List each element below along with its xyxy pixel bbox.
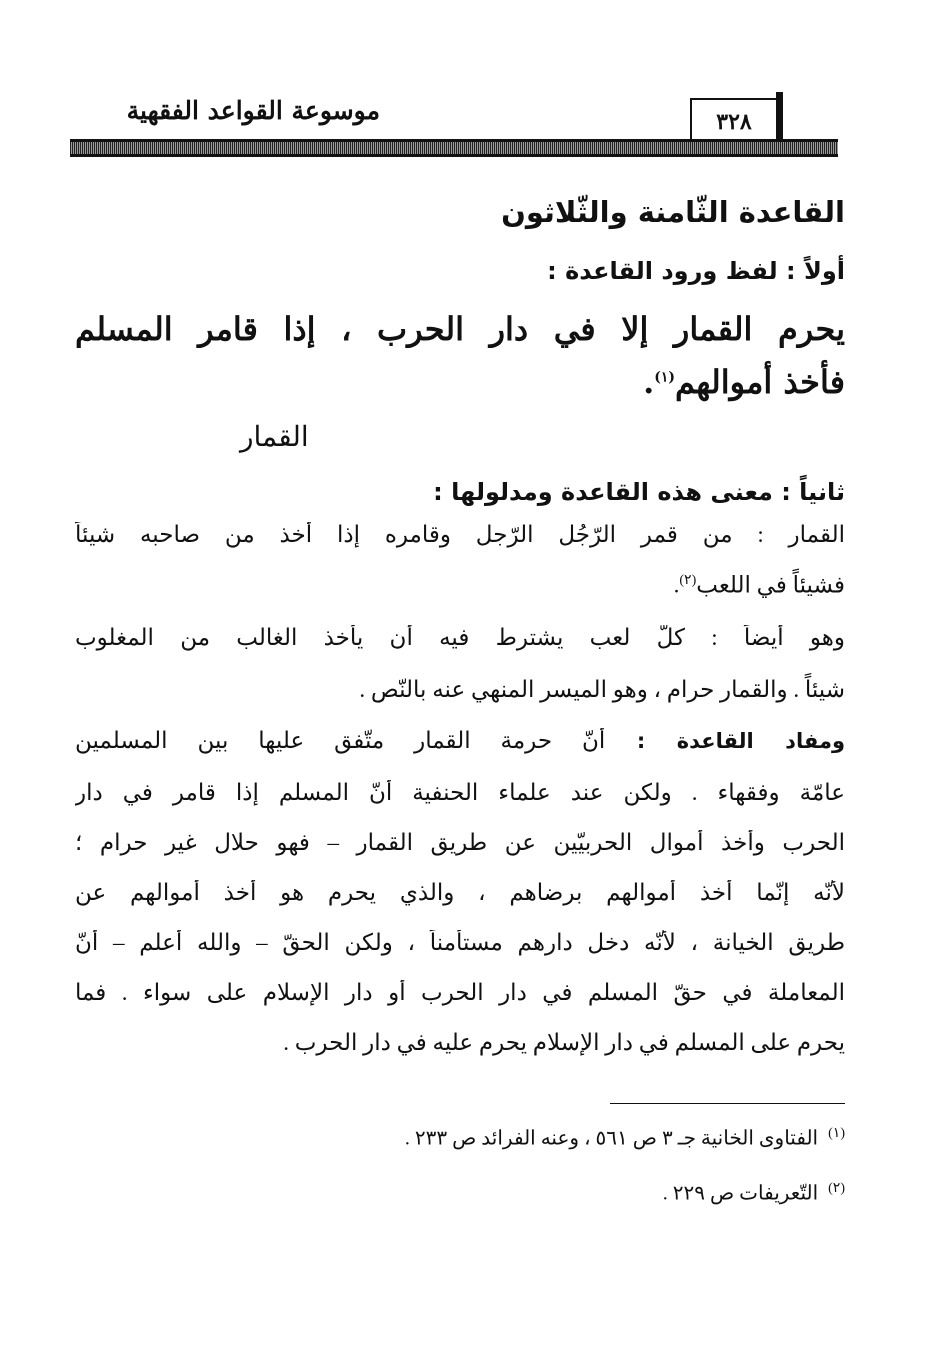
rule-title: القاعدة الثّامنة والثّلاثون [501, 195, 845, 229]
paragraph-line: الحرب وأخذ أموال الحربيّين عن طريق القمار – فهو حلال غير حرام ؛ [75, 830, 845, 855]
margin-word: القمار [240, 420, 309, 453]
paragraph-line: وهو أيضاً : كلّ لعب يشترط فيه أن يأخذ الغالب من المغلوب [75, 625, 845, 650]
running-header-title: موسوعة القواعد الفقهية [126, 96, 380, 125]
paragraph-line: طريق الخيانة ، لأنّه دخل دارهم مستأمناً ، ولكن الحقّ – والله أعلم – أنّ [75, 930, 845, 955]
footnote-ref-2: (٢) [679, 573, 697, 588]
footnote-ref-1: (١) [654, 369, 675, 386]
rule-text-line-2-end: . [643, 363, 655, 401]
page-number: ٣٢٨ [690, 98, 778, 144]
paragraph-line: المعاملة في حقّ المسلم في دار الحرب أو دار الإسلام على سواء . فما [75, 980, 845, 1005]
paragraph-lead: ومفاد القاعدة : [605, 729, 845, 753]
footnote-1-mark: (١) [828, 1126, 845, 1141]
footnote-1-text: الفتاوى الخانية جـ ٣ ص ٥٦١ ، وعنه الفرائد ص ٢٣٣ . [404, 1127, 819, 1150]
section-heading-meaning: ثانياً : معنى هذه القاعدة ومدلولها : [433, 478, 845, 506]
footnote-2 [663, 1180, 845, 1206]
header-rule [70, 142, 838, 154]
paragraph-line: يحرم على المسلم في دار الإسلام يحرم عليه في دار الحرب . [283, 1030, 845, 1055]
paragraph-line: شيئاً . والقمار حرام ، وهو الميسر المنهي عنه بالنّص . [359, 677, 845, 702]
paragraph-line: عامّة وفقهاء . ولكن عند علماء الحنفية أنّ المسلم إذا قامر في دار [75, 780, 845, 805]
paragraph-line: لأنّه إنّما أخذ أموالهم برضاهم ، والذي يحرم هو أخذ أموالهم عن [75, 880, 845, 905]
footnote-separator [610, 1103, 845, 1104]
rule-text-line-1: يحرم القمار إلا في دار الحرب ، إذا قامر المسلم [75, 310, 845, 348]
paragraph-line: فشيئاً في اللعب$^{(٢)}$. [673, 572, 845, 598]
rule-text-line-2 [643, 363, 845, 401]
footnote-2-mark: (٢) [828, 1181, 845, 1196]
paragraph-line: ومفاد القاعدة : أنّ حرمة القمار متّفق عليها بين المسلمين [75, 728, 845, 753]
rule-text-line-2-text: فأخذ أموالهم [674, 363, 845, 401]
section-heading-wording: أولاً : لفظ ورود القاعدة : [547, 257, 845, 285]
paragraph-line: القمار : من قمر الرّجُل الرّجل وقامره إذا أخذ من صاحبه شيئاً [75, 522, 845, 547]
footnote-2-text: التّعريفات ص ٢٢٩ . [662, 1182, 819, 1205]
footnote-1 [405, 1125, 845, 1151]
